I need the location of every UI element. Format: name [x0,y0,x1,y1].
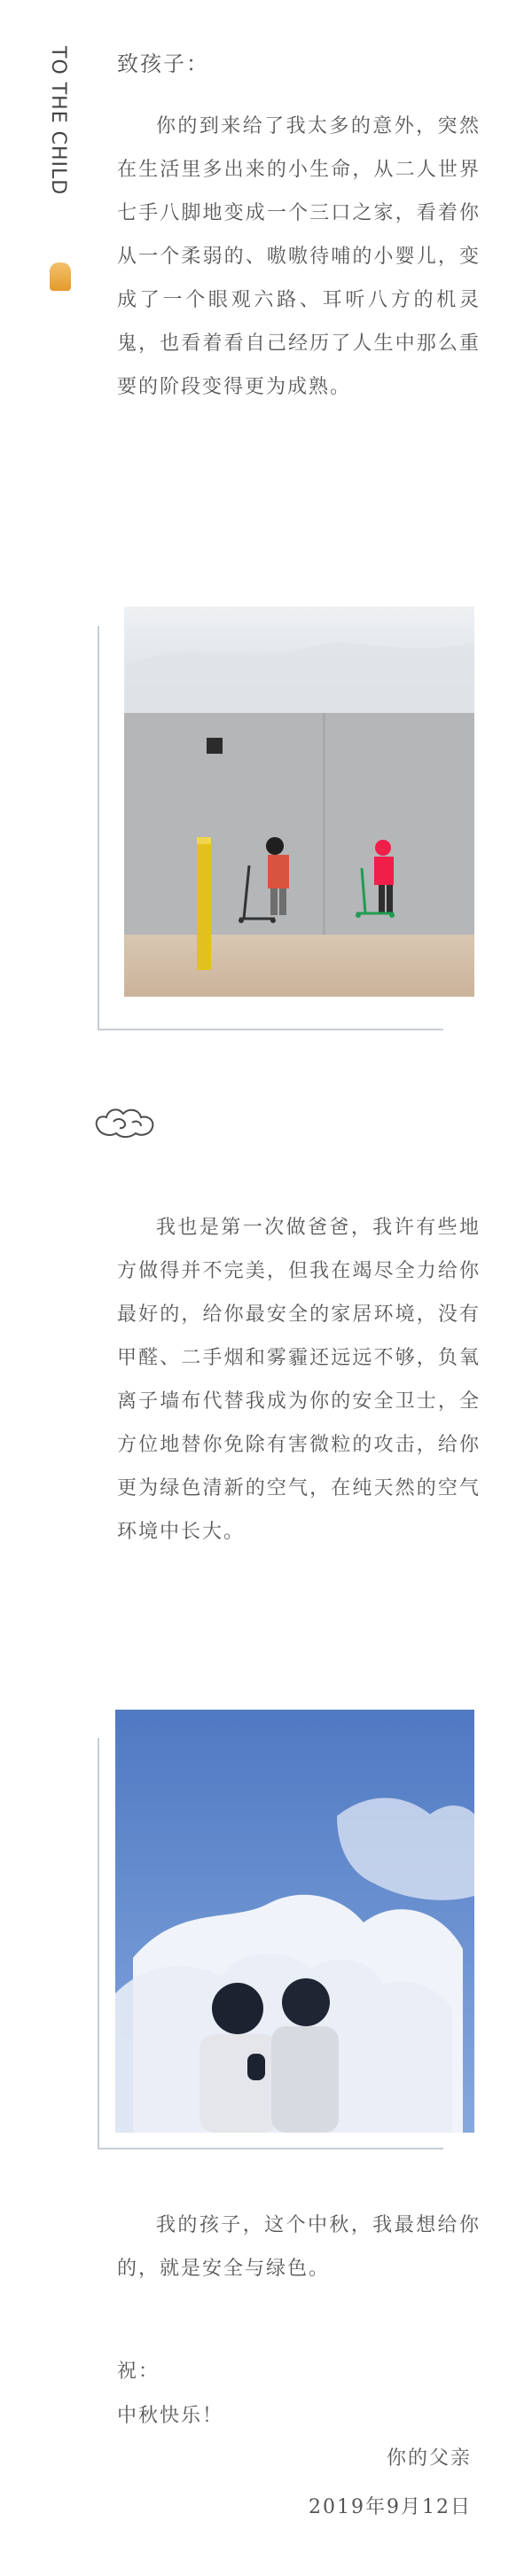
signature-block [309,2434,472,2532]
closing-line-1: 祝： [117,2361,160,2383]
paragraph-3: 我的孩子，这个中秋，我最想给你的，就是安全与绿色。 [117,2214,481,2280]
closing-line-2: 中秋快乐！ [117,2405,224,2427]
badge-icon [50,262,71,291]
letter-greeting: 致孩子： [117,51,209,76]
signature-date: 2019年9月12日 [309,2496,472,2518]
cloud-icon [92,1104,160,1141]
signature-name: 你的父亲 [386,2447,472,2470]
photo-parent-child-sky [115,1710,474,2133]
side-title: TO THE CHILD [47,46,69,196]
closing-block [117,2350,223,2439]
paragraph-2: 我也是第一次做爸爸，我许有些地方做得并不完美，但我在竭尽全力给你最好的，给你最安全的家居环境，没有甲醛、二手烟和雾霾还远远不够，负氧离子墙布代替我成为你的安全卫士，全方位地替你免除有害微粒的攻击，给你更为绿色清新的空气，在纯天然的空气环境中长大。 [117,1217,481,1543]
paragraph-1: 你的到来给了我太多的意外，突然在生活里多出来的小生命，从二人世界七手八脚地变成一个三口之家，看着你从一个柔弱的、嗷嗷待哺的小婴儿，变成了一个眼观六路、耳听八方的机灵鬼，也看着看自己经历了人生中那么重要的阶段变得更为成熟。 [117,115,481,398]
photo-children-scooters [124,607,474,997]
